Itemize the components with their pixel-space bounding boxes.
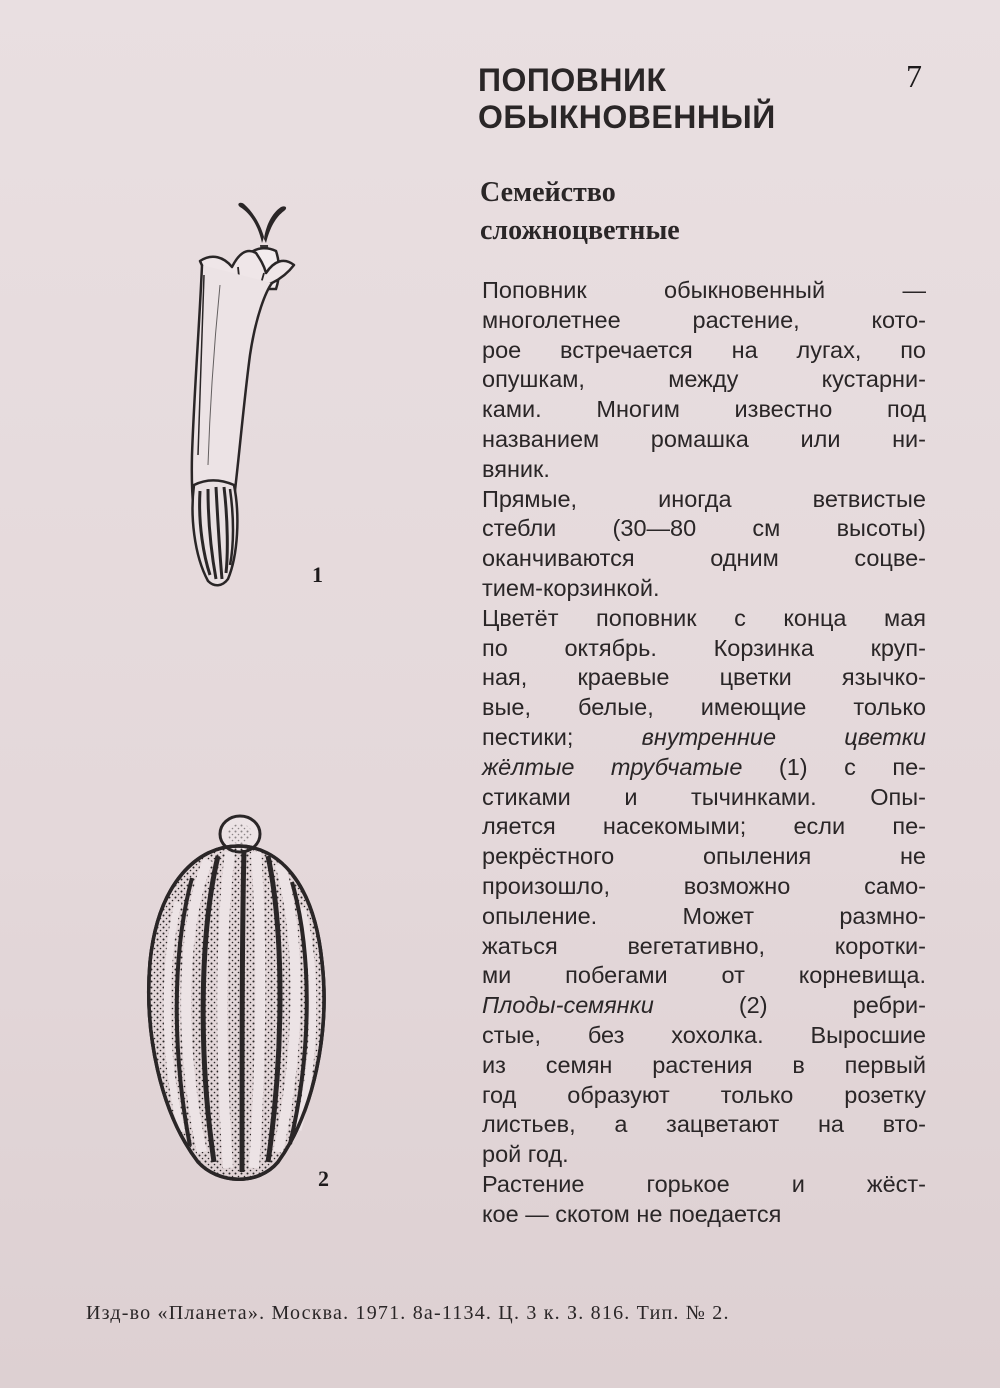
text-segment: (1) с пе- (778, 753, 926, 780)
text-line-mixed (482, 723, 926, 753)
text-line: по октябрь. Корзинка круп- (482, 634, 926, 661)
family-heading (480, 174, 680, 250)
publisher-imprint: Изд-во «Планета». Москва. 1971. 8а-1134. Ц. 3 к. З. 816. Тип. № 2. (86, 1302, 730, 1324)
text-line: Цветёт поповник с конца мая (482, 604, 926, 631)
achene-illustration (138, 812, 338, 1196)
text-line: опушкам, между кустарни- (482, 366, 926, 393)
text-line: оканчиваются одним соцве- (482, 545, 926, 572)
text-line: Прямые, иногда ветвистые (482, 485, 926, 512)
text-line: стиками и тычинками. Опы- (482, 783, 926, 810)
text-line: ми побегами от корневища. (482, 962, 926, 989)
text-segment: (2) ребри- (738, 992, 927, 1019)
text-line: стые, без хохолка. Выросшие (482, 1021, 926, 1048)
text-line: Растение горькое и жёст- (482, 1170, 926, 1197)
text-line: вые, белые, имеющие только (482, 694, 926, 721)
text-line: год образуют только розетку (482, 1081, 926, 1108)
text-line-mixed (482, 753, 926, 783)
figure-1-label: 1 (312, 562, 323, 587)
text-line: опыление. Может размно- (482, 902, 926, 929)
text-line: стебли (30—80 см высоты) (482, 515, 926, 542)
text-line-mixed (482, 991, 926, 1021)
text-line: вяник. (482, 455, 550, 482)
description-text (482, 276, 926, 1230)
text-line: Поповник обыкновенный — (482, 277, 926, 303)
italic-term: внутренние цветки (641, 723, 927, 750)
text-line: рое встречается на лугах, по (482, 336, 926, 363)
text-line: тием-корзинкой. (482, 574, 660, 601)
page-title (478, 62, 776, 136)
text-line: рекрёстного опыления не (482, 843, 926, 870)
text-line: произошло, возможно само- (482, 872, 926, 899)
text-line: кое — скотом не поедается (482, 1200, 782, 1227)
text-line: жаться вегетативно, коротки- (482, 932, 926, 959)
text-line: из семян растения в первый (482, 1051, 926, 1078)
family-line-1: Семейство (480, 177, 616, 208)
family-line-2: сложноцветные (480, 215, 680, 246)
tubular-flower-illustration (180, 195, 310, 595)
title-line-1: ПОПОВНИК (478, 62, 667, 98)
title-line-2: ОБЫКНОВЕННЫЙ (478, 99, 776, 135)
text-line: ками. Многим известно под (482, 396, 926, 423)
italic-term: жёлтые трубчатые (482, 753, 743, 780)
text-line: многолетнее растение, кото- (482, 306, 926, 333)
page-number: 7 (906, 58, 922, 94)
text-line: ляется насекомыми; если пе- (482, 813, 926, 840)
text-segment: пестики; (482, 723, 574, 750)
text-line: ная, краевые цветки язычко- (482, 664, 926, 691)
figure-2-label: 2 (318, 1166, 329, 1191)
text-line: названием ромашка или ни- (482, 425, 926, 452)
text-line: рой год. (482, 1141, 569, 1168)
text-line: листьев, а зацветают на вто- (482, 1111, 926, 1138)
italic-term: Плоды-семянки (482, 992, 654, 1019)
